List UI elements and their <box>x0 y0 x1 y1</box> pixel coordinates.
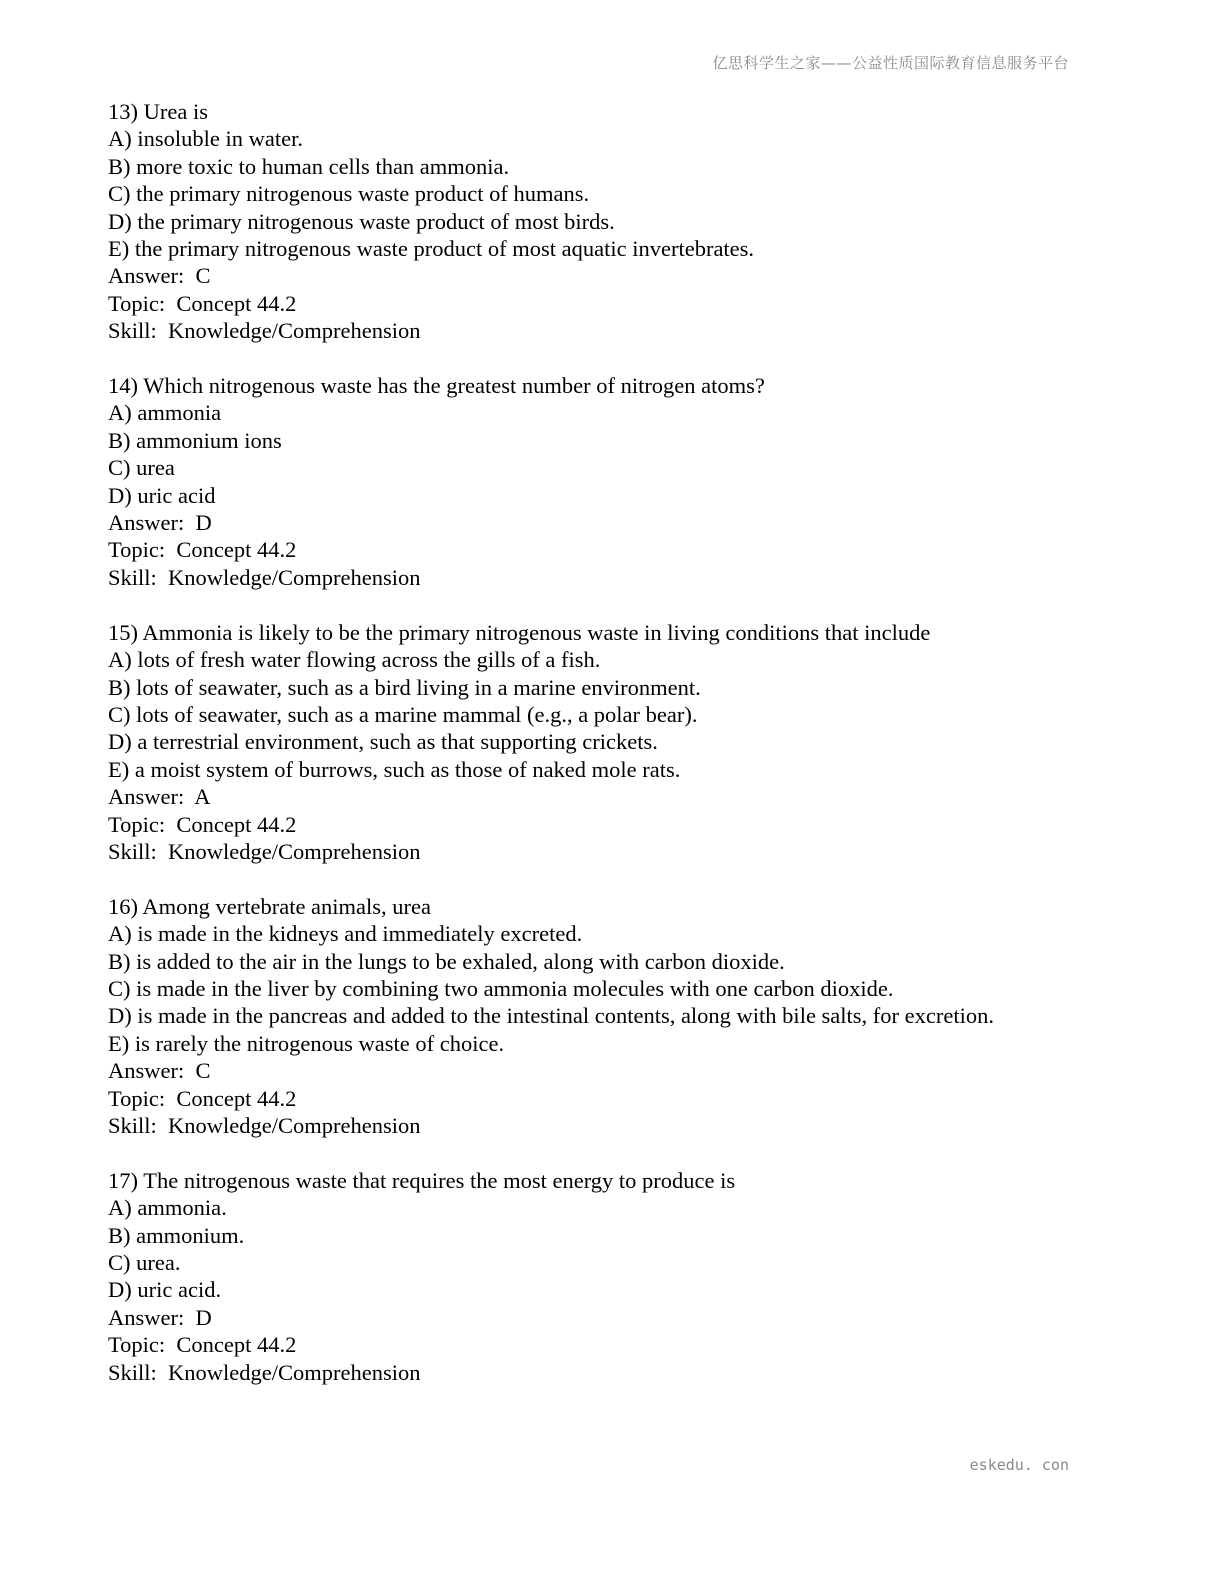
page-footer: eskedu. con <box>969 1456 1069 1474</box>
answer-option: A) is made in the kidneys and immediately excreted. <box>108 921 583 947</box>
answer-option: E) a moist system of burrows, such as those of naked mole rats. <box>108 756 681 782</box>
answer-key: Answer: D <box>108 510 212 536</box>
answer-key: Answer: A <box>108 784 211 810</box>
skill-label: Skill: Knowledge/Comprehension <box>108 1112 421 1138</box>
answer-option: E) the primary nitrogenous waste product of most aquatic invertebrates. <box>108 236 755 262</box>
question-stem: 16) Among vertebrate animals, urea <box>108 893 432 919</box>
answer-key: Answer: D <box>108 1304 212 1330</box>
answer-option: D) a terrestrial environment, such as that supporting crickets. <box>108 729 658 755</box>
question-block <box>108 893 1108 1140</box>
answer-option: B) is added to the air in the lungs to be exhaled, along with carbon dioxide. <box>108 948 785 974</box>
topic-label: Topic: Concept 44.2 <box>108 290 297 316</box>
skill-label: Skill: Knowledge/Comprehension <box>108 564 421 590</box>
answer-option: D) the primary nitrogenous waste product of most birds. <box>108 208 615 234</box>
question-block <box>108 372 1108 591</box>
answer-key: Answer: C <box>108 263 211 289</box>
answer-option: B) ammonium ions <box>108 427 282 453</box>
answer-option: B) more toxic to human cells than ammonia. <box>108 153 510 179</box>
topic-label: Topic: Concept 44.2 <box>108 537 297 563</box>
answer-option: A) ammonia <box>108 400 222 426</box>
question-stem: 14) Which nitrogenous waste has the greatest number of nitrogen atoms? <box>108 373 765 399</box>
answer-key: Answer: C <box>108 1058 211 1084</box>
answer-option: D) is made in the pancreas and added to the intestinal contents, along with bile salts, for excretion. <box>108 1003 994 1029</box>
question-stem: 17) The nitrogenous waste that requires the most energy to produce is <box>108 1167 736 1193</box>
answer-option: A) ammonia. <box>108 1195 227 1221</box>
answer-option: E) is rarely the nitrogenous waste of choice. <box>108 1030 505 1056</box>
answer-option: D) uric acid <box>108 482 216 508</box>
page-header: 亿思科学生之家——公益性质国际教育信息服务平台 <box>712 54 1069 72</box>
topic-label: Topic: Concept 44.2 <box>108 1085 297 1111</box>
answer-option: C) is made in the liver by combining two ammonia molecules with one carbon dioxide. <box>108 975 894 1001</box>
answer-option: C) the primary nitrogenous waste product of humans. <box>108 181 590 207</box>
question-block <box>108 98 1108 345</box>
question-stem: 15) Ammonia is likely to be the primary nitrogenous waste in living conditions that include <box>108 619 931 645</box>
question-stem: 13) Urea is <box>108 99 208 124</box>
topic-label: Topic: Concept 44.2 <box>108 1332 297 1358</box>
answer-option: A) lots of fresh water flowing across the gills of a fish. <box>108 647 601 673</box>
topic-label: Topic: Concept 44.2 <box>108 811 297 837</box>
answer-option: C) urea <box>108 455 175 481</box>
question-block <box>108 1167 1108 1386</box>
answer-option: C) urea. <box>108 1250 181 1275</box>
answer-option: A) insoluble in water. <box>108 126 303 152</box>
question-block <box>108 619 1108 866</box>
answer-option: B) ammonium. <box>108 1222 245 1248</box>
document-body <box>108 98 1108 1413</box>
answer-option: C) lots of seawater, such as a marine mammal (e.g., a polar bear). <box>108 701 698 727</box>
skill-label: Skill: Knowledge/Comprehension <box>108 838 421 864</box>
answer-option: B) lots of seawater, such as a bird living in a marine environment. <box>108 674 701 700</box>
skill-label: Skill: Knowledge/Comprehension <box>108 1359 421 1385</box>
skill-label: Skill: Knowledge/Comprehension <box>108 318 421 344</box>
answer-option: D) uric acid. <box>108 1277 222 1303</box>
